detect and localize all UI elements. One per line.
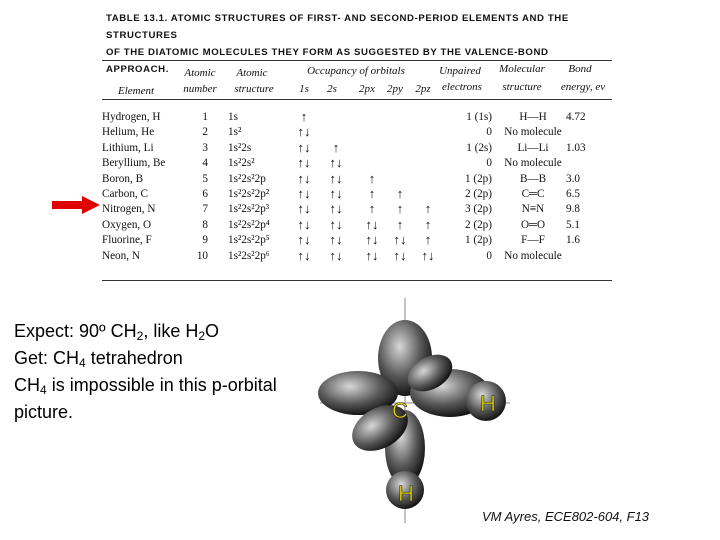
cell-molecule: No molecule — [504, 249, 562, 262]
carbon-label: C — [392, 398, 408, 423]
header-element: Element — [117, 85, 155, 97]
cell-config: 1s²2s² — [228, 157, 255, 170]
cell-z: 4 — [202, 157, 208, 170]
header-molecular-1: Molecular — [499, 63, 545, 75]
header-bond-1: Bond — [568, 63, 592, 75]
header-2py: 2py — [387, 83, 403, 95]
cell-s2: ↑↓ — [329, 232, 343, 248]
cell-unpaired: 3 (2p) — [464, 203, 492, 216]
caption-line-1: TABLE 13.1. ATOMIC STRUCTURES OF FIRST- AND SECOND-PERIOD ELEMENTS AND THE STRUCTURES — [106, 13, 569, 41]
cell-s1: ↑↓ — [297, 186, 311, 201]
cell-unpaired: 1 (1s) — [466, 111, 492, 123]
cell-z: 6 — [202, 188, 208, 200]
cell-molecule: F—F — [521, 234, 545, 247]
header-atomic-structure-1: Atomic — [236, 67, 268, 79]
header-molecular-2: structure — [502, 81, 542, 93]
cell-px: ↑ — [368, 186, 376, 201]
cell-element: Nitrogen, N — [102, 203, 156, 216]
cell-energy: 1.6 — [566, 234, 580, 247]
note-line-3: $CH_4$ is impossible in this p-orbital — [14, 375, 277, 397]
cell-energy: 9.8 — [566, 203, 580, 216]
cell-config: 1s — [228, 111, 238, 123]
cell-molecule: Li—Li — [517, 141, 549, 154]
cell-config: 1s² — [228, 126, 242, 139]
cell-s1: ↑↓ — [297, 232, 311, 248]
cell-unpaired: 2 (2p) — [464, 188, 492, 200]
notes-text — [14, 320, 277, 423]
cell-energy: 4.72 — [566, 111, 586, 123]
cell-s1: ↑↓ — [297, 155, 311, 171]
pointer-arrow-icon — [52, 196, 100, 214]
cell-py: ↑ — [396, 201, 404, 217]
cell-px: ↑↓ — [365, 216, 379, 232]
table-bottom-rule — [102, 280, 612, 281]
cell-z: 5 — [202, 172, 208, 185]
cell-unpaired: 0 — [486, 126, 492, 139]
cell-pz: ↑↓ — [421, 247, 435, 263]
cell-s2: ↑↓ — [329, 155, 343, 171]
cell-element: Lithium, Li — [102, 141, 154, 154]
header-unpaired-1: Unpaired — [439, 65, 481, 77]
cell-pz: ↑ — [424, 232, 432, 248]
caption-line-2: OF THE DIATOMIC MOLECULES THEY FORM AS SUGGESTED BY THE VALENCE-BOND APPROACH. — [106, 47, 549, 75]
cell-z: 3 — [202, 141, 208, 154]
cell-config: 1s²2s — [228, 141, 252, 154]
header-atomic-structure-2: structure — [234, 83, 274, 95]
cell-z: 8 — [202, 218, 208, 231]
cell-element: Boron, B — [102, 172, 144, 185]
cell-config: 1s²2s²2p³ — [228, 203, 270, 216]
cell-unpaired: 1 (2p) — [464, 234, 492, 247]
credit-text: VM Ayres, ECE802-604, F13 — [482, 509, 650, 524]
header-bond-2: energy, ev — [560, 81, 606, 93]
cell-unpaired: 2 (2p) — [464, 218, 492, 231]
cell-z: 1 — [202, 111, 208, 123]
cell-config: 1s²2s²2p — [228, 172, 266, 185]
cell-element: Helium, He — [102, 126, 155, 139]
cell-s2: ↑↓ — [329, 216, 343, 232]
header-top-rule — [102, 60, 612, 61]
note-line-1: Expect: 90º $CH_2$, like $H_2O$ — [14, 321, 220, 343]
orbital-table — [100, 0, 614, 282]
note-line-2: Get: $CH_4$ tetrahedron — [14, 348, 183, 370]
header-1s: 1s — [299, 83, 309, 95]
cell-energy: 6.5 — [566, 188, 580, 200]
header-2s: 2s — [327, 83, 337, 95]
cell-s1: ↑↓ — [297, 170, 311, 186]
cell-molecule: H—H — [519, 111, 547, 123]
cell-config: 1s²2s²2p² — [228, 188, 270, 200]
cell-s2: ↑↓ — [329, 247, 343, 263]
cell-molecule: B—B — [519, 172, 547, 185]
cell-py: ↑ — [396, 216, 404, 232]
cell-element: Oxygen, O — [102, 218, 152, 231]
cell-energy: 3.0 — [566, 172, 580, 185]
cell-unpaired: 1 (2s) — [466, 141, 492, 154]
cell-z: 9 — [202, 234, 208, 247]
cell-unpaired: 1 (2p) — [464, 172, 492, 185]
cell-s2: ↑↓ — [329, 201, 343, 217]
cell-s2: ↑↓ — [329, 170, 343, 186]
cell-molecule: No molecule — [504, 126, 562, 139]
header-unpaired-2: electrons — [442, 81, 482, 93]
cell-unpaired: 0 — [486, 249, 492, 262]
header-2px: 2px — [359, 83, 375, 95]
header-occupancy: Occupancy of orbitals — [307, 65, 405, 77]
cell-energy: 1.03 — [566, 141, 586, 154]
cell-s1: ↑↓ — [297, 139, 311, 155]
cell-s1: ↑ — [300, 109, 308, 124]
header-2pz: 2pz — [415, 83, 431, 95]
cell-py: ↑ — [396, 186, 404, 201]
hydrogen-label-right: H — [480, 391, 496, 416]
cell-s1: ↑↓ — [297, 124, 311, 140]
cell-molecule: C═C — [521, 188, 545, 200]
cell-config: 1s²2s²2p⁶ — [228, 249, 270, 262]
cell-s2: ↑ — [332, 139, 340, 155]
cell-px: ↑ — [368, 201, 376, 217]
header-bottom-rule — [102, 99, 612, 100]
cell-molecule: No molecule — [504, 157, 562, 170]
cell-element: Hydrogen, H — [102, 111, 161, 123]
cell-py: ↑↓ — [393, 247, 407, 263]
cell-s1: ↑↓ — [297, 201, 311, 217]
note-line-4: picture. — [14, 402, 74, 422]
cell-px: ↑ — [368, 170, 376, 186]
cell-s2: ↑↓ — [329, 186, 343, 201]
cell-element: Carbon, C — [102, 188, 148, 200]
header-atomic-number-2: number — [183, 83, 217, 95]
cell-s1: ↑↓ — [297, 216, 311, 232]
cell-s1: ↑↓ — [297, 247, 311, 263]
cell-px: ↑↓ — [365, 247, 379, 263]
cell-z: 2 — [202, 126, 208, 139]
cell-molecule: O═O — [520, 218, 546, 231]
cell-element: Neon, N — [102, 249, 140, 262]
cell-config: 1s²2s²2p⁴ — [228, 218, 270, 231]
header-atomic-number-1: Atomic — [184, 67, 216, 79]
hydrogen-label-bottom: H — [398, 481, 414, 506]
cell-z: 7 — [202, 203, 208, 216]
cell-element: Fluorine, F — [102, 234, 152, 247]
cell-molecule: N≡N — [521, 203, 545, 216]
cell-pz: ↑ — [424, 201, 432, 217]
cell-config: 1s²2s²2p⁵ — [228, 234, 270, 247]
cell-unpaired: 0 — [486, 157, 492, 170]
p-orbital-figure — [300, 298, 540, 528]
cell-z: 10 — [196, 249, 208, 262]
cell-px: ↑↓ — [365, 232, 379, 248]
cell-pz: ↑ — [424, 216, 432, 232]
cell-element: Beryllium, Be — [102, 157, 166, 170]
cell-py: ↑↓ — [393, 232, 407, 248]
cell-energy: 5.1 — [566, 218, 580, 231]
